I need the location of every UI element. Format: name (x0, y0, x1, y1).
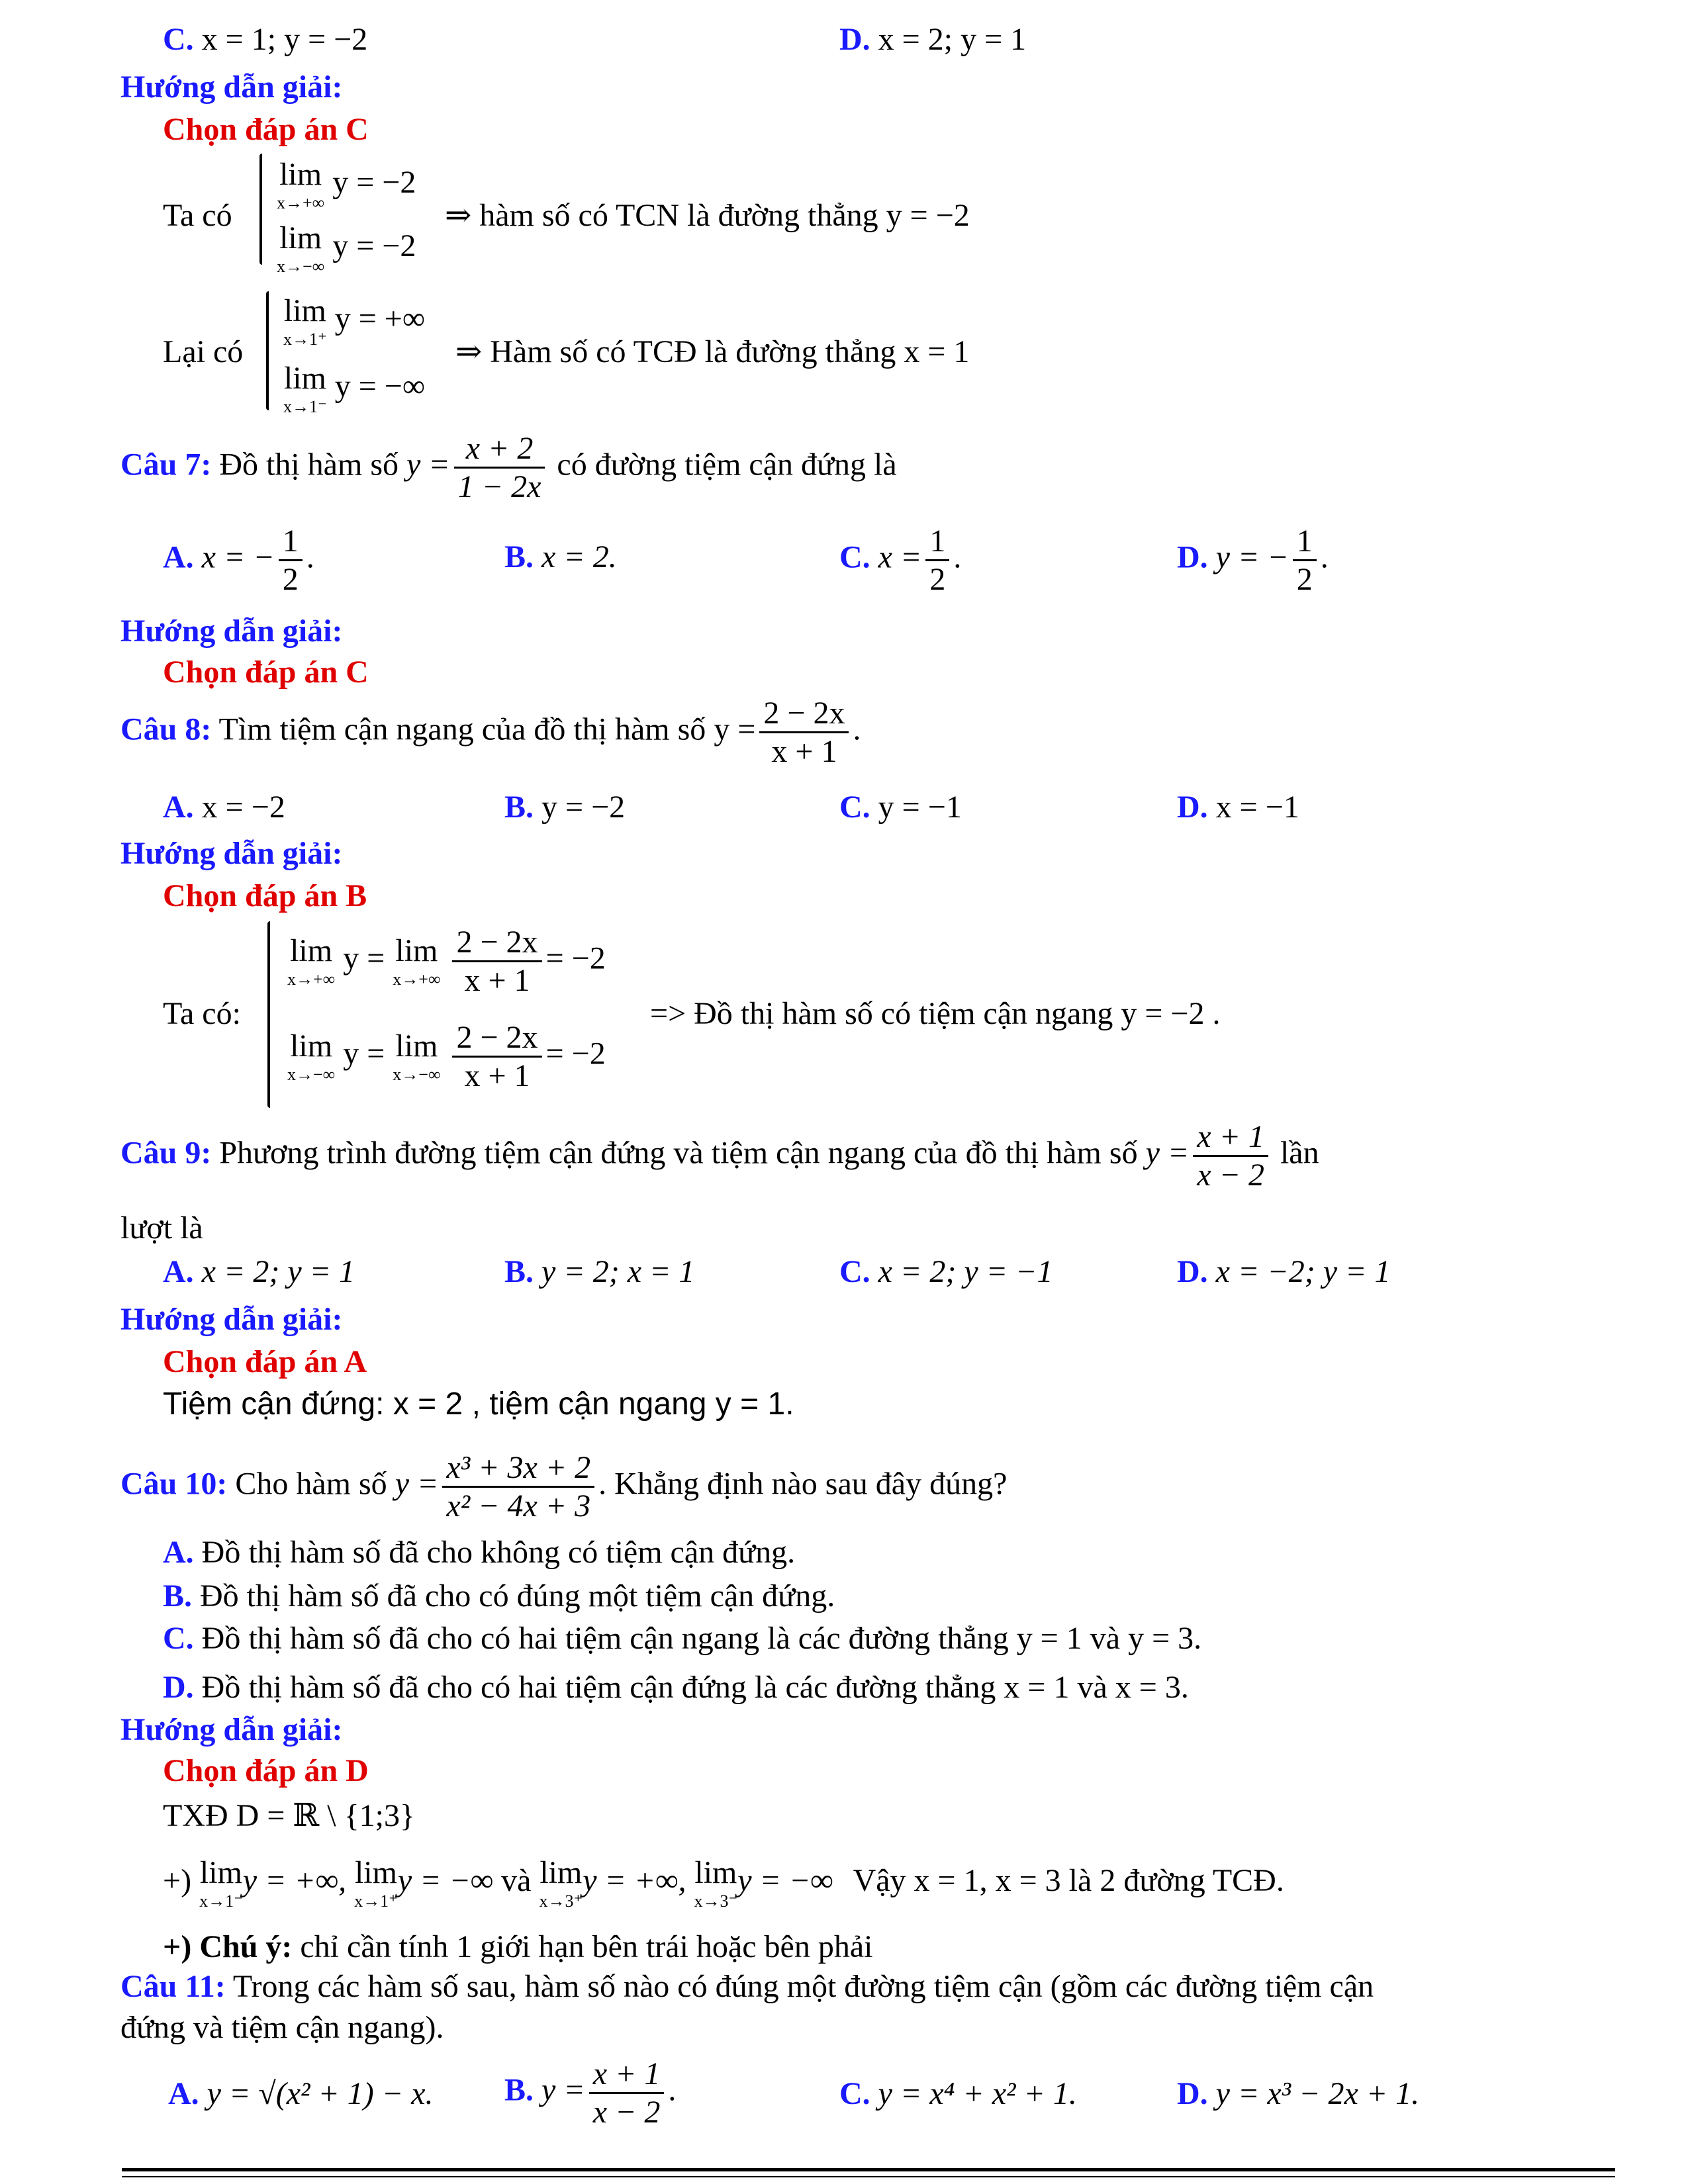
limit-row: lim x→1⁺ y = +∞ (283, 293, 426, 349)
conclusion-text: ⇒ hàm số có TCN là đường thẳng y = −2 (445, 198, 970, 233)
option-b: B. y = $\frac{x + 1}{x - 2}$ . (504, 2056, 677, 2130)
option-c: C. x = $\frac{1}{2}$ . (839, 523, 962, 598)
domain-text: TXĐ D = ℝ \ {1;3} (163, 1798, 416, 1833)
option-d: D. x = −1 (1177, 790, 1299, 825)
solution-heading: Hướng dẫn giải: (120, 69, 343, 105)
option-a: A. x = −2 (163, 790, 285, 825)
answer-choice: Chọn đáp án C (163, 112, 369, 147)
prev-option-c: C. x = 1; y = −2 (163, 22, 368, 57)
option-d: D. y = − $\frac{1}{2}$ . (1177, 523, 1329, 598)
solution-heading: Hướng dẫn giải: (120, 1302, 343, 1337)
option-c: C. Đồ thị hàm số đã cho có hai tiệm cận ngang là các đường thẳng y = 1 và y = 3. (163, 1621, 1202, 1656)
answer-choice: Chọn đáp án A (163, 1344, 367, 1379)
limit-row: lim x→−∞ y = −2 (277, 220, 416, 276)
footer-rule-thin (122, 2176, 1615, 2177)
option-d: D. x = −2; y = 1 (1177, 1254, 1391, 1289)
option-a: A. x = − $\frac{1}{2}$ . (163, 523, 314, 598)
option-c: C. y = x⁴ + x² + 1. (839, 2076, 1077, 2111)
option-d: D. Đồ thị hàm số đã cho có hai tiệm cận đứng là các đường thẳng x = 1 và x = 3. (163, 1670, 1189, 1705)
option-c: C. x = 2; y = −1 (839, 1254, 1053, 1289)
option-c: C. y = −1 (839, 790, 962, 825)
limit-row: lim x→+∞ y = lim x→+∞ $\frac{2 - 2x}{x + 1}$ = −2 (287, 925, 606, 999)
question-9-line2: lượt là (120, 1210, 203, 1246)
answer-choice: Chọn đáp án B (163, 878, 367, 913)
footer-rule (122, 2168, 1615, 2171)
answer-choice: Chọn đáp án D (163, 1753, 369, 1788)
conclusion-text: => Đồ thị hàm số có tiệm cận ngang y = −2 . (650, 996, 1221, 1031)
limit-row: lim x→1⁻ y = −∞ (283, 361, 426, 416)
brace (266, 291, 269, 410)
answer-choice: Chọn đáp án C (163, 655, 369, 690)
text-lai-co: Lại có (163, 334, 244, 369)
option-a: A. x = 2; y = 1 (163, 1254, 355, 1289)
solution-body: Tiệm cận đứng: x = 2 , tiệm cận ngang y = 1. (163, 1387, 794, 1422)
brace (259, 154, 262, 265)
option-d: D. y = x³ − 2x + 1. (1177, 2076, 1420, 2111)
limit-row: lim x→−∞ y = lim x→−∞ $\frac{2 - 2x}{x + 1}$ = −2 (287, 1020, 606, 1094)
question-9: Câu 9: Phương trình đường tiệm cận đứng và tiệm cận ngang của đồ thị hàm số y = $\frac{x + 1}{x - 2}$ lần (120, 1119, 1319, 1193)
prev-option-d: D. x = 2; y = 1 (839, 22, 1027, 57)
conclusion-text: ⇒ Hàm số có TCĐ là đường thẳng x = 1 (455, 334, 970, 369)
solution-heading: Hướng dẫn giải: (120, 1712, 343, 1747)
brace (267, 921, 270, 1108)
solution-heading: Hướng dẫn giải: (120, 614, 343, 649)
option-b: B. Đồ thị hàm số đã cho có đúng một tiệm cận đứng. (163, 1578, 835, 1614)
limits-line: +) lim x→1⁻ y = +∞, lim x→1⁺ y = −∞ và lim x→3⁺ y = +∞, lim x→3⁻ y = −∞ Vậy x = 1, x = 3 là 2 đường TCĐ. (163, 1855, 1284, 1911)
question-11-line2: đứng và tiệm cận ngang). (120, 2010, 444, 2045)
option-a: A. y = √(x² + 1) − x. (168, 2076, 434, 2111)
limit-row: lim x→+∞ y = −2 (277, 157, 416, 212)
option-b: B. x = 2. (504, 539, 617, 574)
question-7: Câu 7: Đồ thị hàm số y = $\frac{x + 2}{1 - 2x}$ có đường tiệm cận đứng là (120, 431, 897, 505)
note-line: +) Chú ý: chỉ cần tính 1 giới hạn bên trái hoặc bên phải (163, 1929, 873, 1964)
option-a: A. Đồ thị hàm số đã cho không có tiệm cận đứng. (163, 1535, 796, 1570)
question-8: Câu 8: Tìm tiệm cận ngang của đồ thị hàm số y = $\frac{2 - 2x}{x + 1}$ . (120, 696, 861, 770)
question-11: Câu 11: Trong các hàm số sau, hàm số nào có đúng một đường tiệm cận (gồm các đường tiệm cận (120, 1969, 1374, 2004)
option-b: B. y = 2; x = 1 (504, 1254, 695, 1289)
question-10: Câu 10: Cho hàm số y = $\frac{\text{x³ + 3x + 2}}{\text{x² − 4x + 3}}$ . Khẳng định nào sau đây đúng? (120, 1450, 1008, 1524)
solution-heading: Hướng dẫn giải: (120, 836, 343, 871)
text-ta-co: Ta có: (163, 996, 241, 1031)
text-ta-co: Ta có (163, 198, 232, 233)
option-b: B. y = −2 (504, 790, 626, 825)
